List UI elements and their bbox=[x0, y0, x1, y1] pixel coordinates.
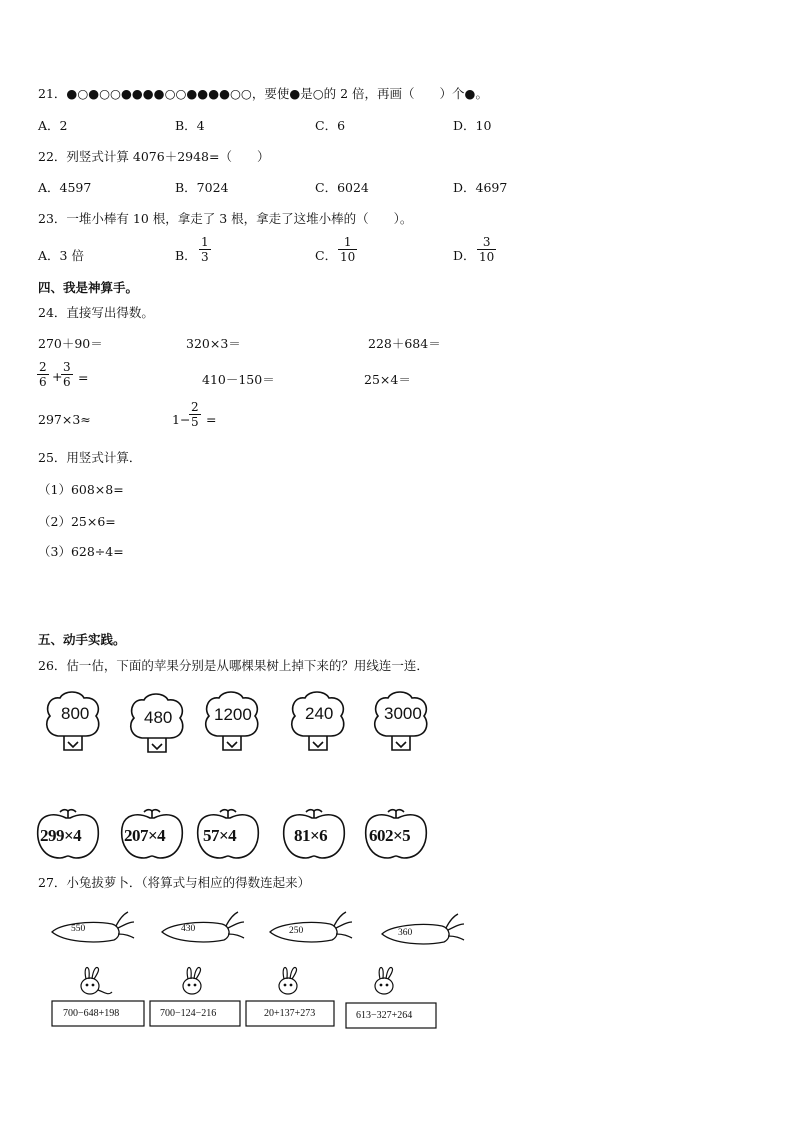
q21-option-b: B．4 bbox=[175, 118, 205, 133]
box-expression-3: 20+137+273 bbox=[264, 1008, 316, 1019]
rabbit-icon bbox=[375, 967, 393, 994]
carrot-value-2: 430 bbox=[181, 924, 196, 934]
q23-option-d-label: D． bbox=[453, 248, 476, 263]
fraction-numerator: 2 bbox=[39, 360, 47, 374]
q25-item-1: （1）608×8= bbox=[38, 482, 124, 497]
q24-row2-b: 410－150＝ bbox=[202, 372, 275, 387]
q23-option-a: A．3 倍 bbox=[38, 248, 84, 263]
box-expression-4: 613−327+264 bbox=[356, 1010, 413, 1021]
q21-option-a: A．2 bbox=[38, 118, 68, 133]
carrot-icon bbox=[52, 912, 134, 942]
q27-text: 27．小兔拔萝卜．（将算式与相应的得数连起来） bbox=[38, 875, 311, 890]
q24-text: 24．直接写出得数。 bbox=[38, 305, 154, 320]
fraction-denominator: 3 bbox=[201, 250, 209, 264]
q21-option-c: C．6 bbox=[315, 118, 346, 133]
q24-row3-equals: = bbox=[206, 412, 217, 427]
rabbit-icon bbox=[279, 967, 297, 994]
q24-row1-b: 320×3＝ bbox=[186, 336, 241, 351]
tree-value-1: 800 bbox=[61, 704, 90, 723]
tree-value-2: 480 bbox=[144, 708, 173, 727]
carrot-icon bbox=[162, 912, 244, 942]
carrot-value-3: 250 bbox=[289, 926, 304, 936]
fraction-numerator: 1 bbox=[201, 235, 209, 249]
rabbit-icon bbox=[183, 967, 201, 994]
carrot-icon bbox=[382, 914, 464, 944]
carrot-value-4: 360 bbox=[398, 928, 413, 938]
fraction-numerator: 1 bbox=[343, 235, 352, 249]
apple-expression-3: 57×4 bbox=[203, 826, 237, 845]
fraction-denominator: 6 bbox=[39, 375, 47, 389]
q22-option-c: C．6024 bbox=[315, 180, 369, 195]
box-expression-2: 700−124−216 bbox=[160, 1008, 217, 1019]
q22-text: 22．列竖式计算 4076＋2948=（ ） bbox=[38, 149, 270, 164]
apple-expression-5: 602×5 bbox=[369, 826, 411, 845]
tree-value-4: 240 bbox=[305, 704, 334, 723]
q22-option-a: A．4597 bbox=[38, 180, 92, 195]
q23-text: 23．一堆小棒有 10 根，拿走了 3 根，拿走了这堆小棒的（ ）。 bbox=[38, 211, 413, 226]
apple-expression-4: 81×6 bbox=[294, 826, 328, 845]
q23-option-c-label: C． bbox=[315, 248, 338, 263]
fraction-numerator: 3 bbox=[63, 360, 71, 374]
q24-row3-a: 297×3≈ bbox=[38, 412, 91, 427]
q23-option-d-fraction bbox=[477, 235, 496, 264]
fraction-denominator: 10 bbox=[479, 250, 495, 264]
q25-text: 25．用竖式计算． bbox=[38, 450, 142, 465]
q22-option-d: D．4697 bbox=[453, 180, 508, 195]
q23-option-c-fraction bbox=[338, 235, 357, 264]
fraction-numerator: 2 bbox=[191, 400, 199, 414]
section-5-heading: 五、动手实践。 bbox=[38, 632, 126, 647]
q24-row3-fraction bbox=[189, 400, 201, 429]
q24-row2-fraction-2 bbox=[61, 360, 73, 389]
q24-row1-a: 270＋90＝ bbox=[38, 336, 103, 351]
section-4-heading: 四、我是神算手。 bbox=[38, 280, 139, 295]
q25-item-3: （3）628÷4= bbox=[38, 544, 124, 559]
q24-row3-pre: 1− bbox=[172, 412, 191, 427]
fraction-denominator: 6 bbox=[63, 375, 71, 389]
q24-row2-plus: + bbox=[52, 369, 63, 384]
q21-option-d: D．10 bbox=[453, 118, 492, 133]
fraction-denominator: 5 bbox=[191, 415, 199, 429]
carrot-icon bbox=[270, 912, 352, 942]
q21-text: 21．●○●○○●●●●○○●●●●○○，要使●是○的 2 倍，再画（ ）个●。 bbox=[38, 86, 488, 101]
tree-value-5: 3000 bbox=[384, 704, 422, 723]
q24-row1-c: 228＋684＝ bbox=[368, 336, 441, 351]
apple-expression-1: 299×4 bbox=[40, 826, 82, 845]
q23-option-b-fraction bbox=[199, 235, 211, 264]
q24-row2-c: 25×4＝ bbox=[364, 372, 411, 387]
q24-row2-fraction-1 bbox=[37, 360, 49, 389]
fraction-denominator: 10 bbox=[340, 250, 356, 264]
fraction-numerator: 3 bbox=[482, 235, 491, 249]
q25-item-2: （2）25×6= bbox=[38, 514, 116, 529]
q22-option-b: B．7024 bbox=[175, 180, 229, 195]
box-expression-1: 700−648+198 bbox=[63, 1008, 120, 1019]
tree-value-3: 1200 bbox=[214, 705, 252, 724]
rabbit-icon bbox=[81, 967, 112, 994]
q24-row2-equals: = bbox=[78, 370, 89, 385]
q26-text: 26．估一估，下面的苹果分别是从哪棵果树上掉下来的？用线连一连． bbox=[38, 658, 429, 673]
q23-option-b-label: B． bbox=[175, 248, 197, 263]
carrot-value-1: 550 bbox=[71, 924, 86, 934]
apple-expression-2: 207×4 bbox=[124, 826, 166, 845]
